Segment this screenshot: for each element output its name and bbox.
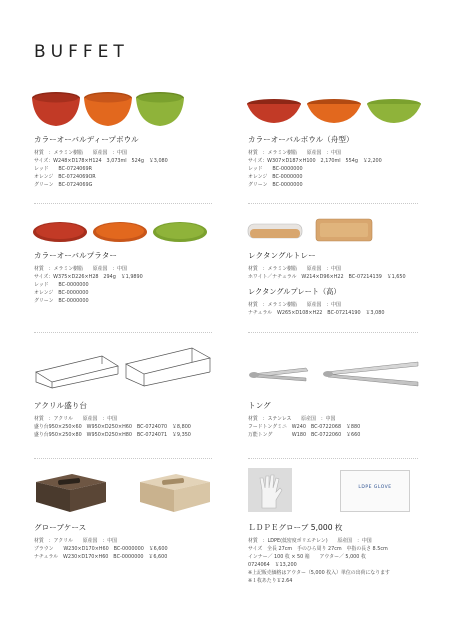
section-boat-bowl — [248, 134, 438, 189]
acrylic-stand-low — [36, 356, 118, 388]
deep-bowls-image — [30, 88, 190, 132]
spec-line: レッド BC-0000000 — [34, 282, 89, 288]
orange-deep-bowl — [84, 92, 132, 126]
section-title: カラーオーバルボウル（舟型） — [248, 135, 354, 144]
trays-image — [246, 214, 374, 244]
red-boat-bowl — [247, 99, 301, 123]
glove-icon — [248, 468, 292, 512]
spec-line: ナチュラル W230×D170×H60 BC-0000000 ￥6,600 — [34, 554, 168, 560]
platters-image — [32, 220, 208, 244]
spec-line: ※１枚あたり￥2.64 — [248, 578, 293, 584]
gloves-photo — [248, 468, 292, 512]
section-title: レクタングルトレー — [248, 251, 316, 260]
section-tray — [248, 250, 438, 317]
green-deep-bowl — [136, 92, 184, 126]
spec-line: サイズ 全長 27cm 手のひら周り 27cm 中指の長さ 8.5cm — [248, 546, 388, 552]
spec-line: 材質 ：メラミン樹脂 原産国 ：中国 — [248, 302, 341, 308]
divider — [34, 203, 212, 204]
divider — [248, 458, 418, 459]
spec-line: 盛り台950×250×80 W950×D250×H80 BC-0724071 ￥9,350 — [34, 432, 191, 438]
orange-platter — [93, 222, 147, 242]
section-subtitle: レクタングルプレート（高） — [248, 287, 341, 296]
spec-line: グリーン BC-0000000 — [34, 298, 89, 304]
green-boat-bowl — [367, 99, 421, 123]
spec-line: ホワイト／ナチュラル W214×D96×H22 BC-07214139 ￥1,650 — [248, 274, 406, 280]
spec-line: 万能トング W180 BC-0722060 ￥660 — [248, 432, 361, 438]
section-title: トング — [248, 401, 271, 410]
spec-line: 0724064 ￥13,200 — [248, 562, 297, 568]
glove-box — [340, 470, 410, 512]
boat-bowls-image — [246, 96, 422, 128]
red-deep-bowl — [32, 92, 80, 126]
brown-glove-case — [36, 474, 106, 512]
spec-line: ナチュラル W265×D108×H22 BC-07214190 ￥3,080 — [248, 310, 385, 316]
spec-line: 材質 ：メラミン樹脂 原産国 ：中国 — [248, 150, 341, 156]
spec-line: オレンジ BC-0000000 — [34, 290, 89, 296]
universal-tong — [323, 362, 418, 386]
spec-line: グリーン BC-0724069G — [34, 182, 93, 188]
white-tray — [248, 224, 302, 238]
divider — [34, 332, 212, 333]
divider — [34, 458, 212, 459]
section-title: カラーオーバルディープボウル — [34, 135, 139, 144]
acrylic-stands-image — [32, 344, 214, 390]
section-platter — [34, 250, 224, 305]
acrylic-stand-high — [126, 348, 210, 386]
spec-line: ※上記販売価格はアウター（5,000 枚入）単位の出荷になります — [248, 570, 390, 576]
spec-line: インナー／ 100 枚 × 50 箱 アウター／ 5,000 枚 — [248, 554, 366, 560]
section-glove-case — [34, 522, 224, 561]
section-title: ＬＤＰＥグローブ 5,000 枚 — [248, 523, 343, 532]
section-tong — [248, 400, 438, 439]
divider — [248, 203, 418, 204]
spec-line: レッド BC-0000000 — [248, 166, 303, 172]
mini-tong — [249, 368, 308, 381]
section-ldpe-glove — [248, 522, 438, 585]
green-platter — [153, 222, 207, 242]
glove-cases-image — [32, 468, 216, 516]
spec-line: 材質 ：メラミン樹脂 原産国 ：中国 — [248, 266, 341, 272]
section-title: アクリル盛り台 — [34, 401, 87, 410]
glove-box-label: LDPE GLOVE — [358, 485, 392, 490]
spec-line: 材質 ：アクリル 原産国 ：中国 — [34, 416, 117, 422]
spec-line: 盛り台950×250×60 W950×D250×H60 BC-0724070 ￥8,800 — [34, 424, 191, 430]
section-title: カラーオーバルプラター — [34, 251, 117, 260]
spec-line: グリーン BC-0000000 — [248, 182, 303, 188]
spec-line: オレンジ BC-0724069OR — [34, 174, 96, 180]
spec-line: 材質 ：ステンレス 原産国 ：中国 — [248, 416, 336, 422]
spec-line: 材質 ：メラミン樹脂 原産国 ：中国 — [34, 266, 127, 272]
wooden-plate — [316, 219, 372, 241]
section-title: グローブケース — [34, 523, 87, 532]
divider — [248, 332, 418, 333]
spec-line: ブラウン W230×D170×H60 BC-0000000 ￥6,600 — [34, 546, 168, 552]
page-title: BUFFET — [34, 42, 129, 62]
spec-line: サイズ：W248×D178×H124 3,073ml 524g ￥3,080 — [34, 158, 168, 164]
spec-line: 材質 ：メラミン樹脂 原産国 ：中国 — [34, 150, 127, 156]
red-platter — [33, 222, 87, 242]
orange-boat-bowl — [307, 99, 361, 123]
spec-line: 材質 ：LDPE(低密度ポリエチレン) 原産国 ：中国 — [248, 538, 372, 544]
natural-glove-case — [140, 474, 210, 512]
section-deep-bowl — [34, 134, 224, 189]
spec-line: サイズ：W375×D226×H28 294g ￥1,9890 — [34, 274, 143, 280]
spec-line: サイズ：W307×D187×H100 2,170ml 554g ￥2,200 — [248, 158, 382, 164]
spec-line: レッド BC-0724069R — [34, 166, 93, 172]
spec-line: フードトングミニ W240 BC-0722068 ￥880 — [248, 424, 361, 430]
spec-line: オレンジ BC-0000000 — [248, 174, 303, 180]
tongs-image — [246, 360, 422, 388]
section-acrylic-stand — [34, 400, 224, 439]
spec-line: 材質 ：アクリル 原産国 ：中国 — [34, 538, 117, 544]
